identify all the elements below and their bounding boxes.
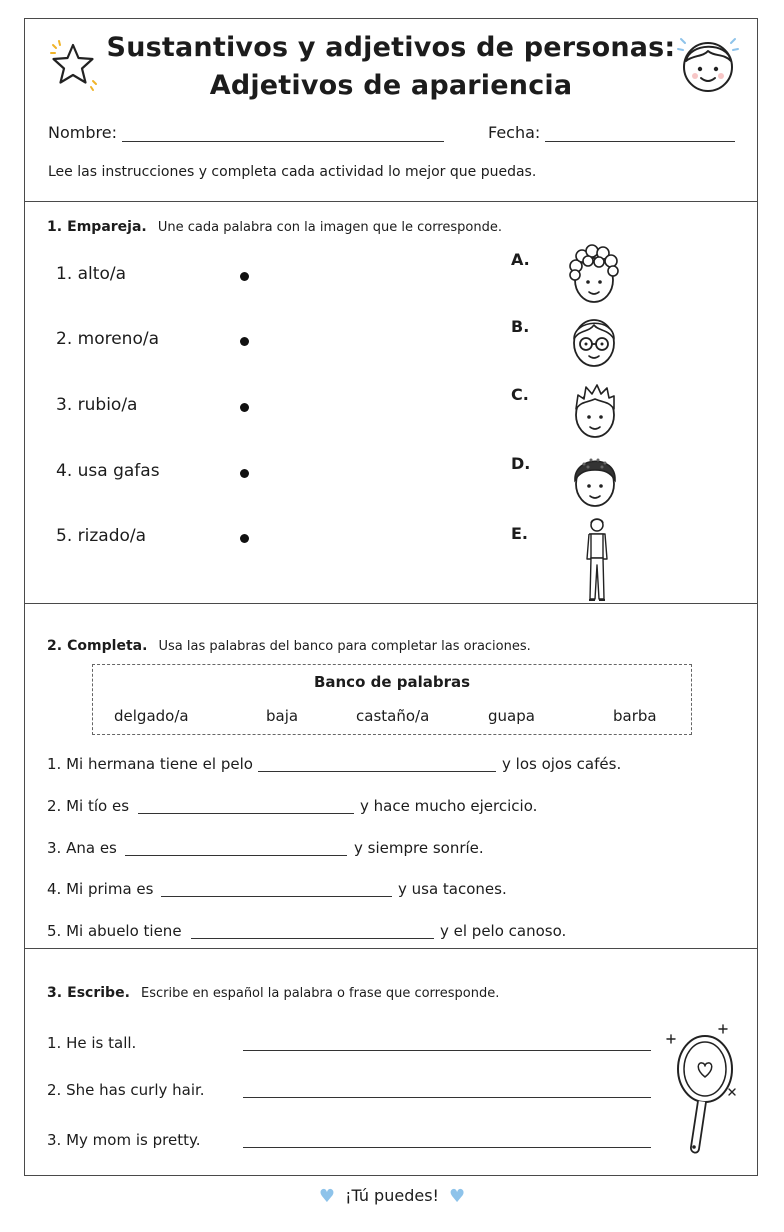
- option-letter: C.: [511, 385, 529, 404]
- section-2-number: 2.: [47, 638, 63, 654]
- smiling-face-icon: [675, 31, 741, 99]
- sentence-1: 1. Mi hermana tiene el pelo: [47, 755, 253, 773]
- match-dot[interactable]: [240, 272, 249, 281]
- option-letter: E.: [511, 524, 529, 543]
- bank-word: delgado/a: [114, 707, 189, 725]
- sentence-4-blank[interactable]: [161, 896, 392, 897]
- glasses-face-icon[interactable]: [562, 309, 626, 373]
- match-word: 1. alto/a: [56, 264, 126, 284]
- bank-word: baja: [266, 707, 299, 725]
- dark-hair-face-icon[interactable]: [564, 448, 626, 512]
- general-instructions: Lee las instrucciones y completa cada actividad lo mejor que puedas.: [48, 164, 537, 180]
- write-item-3-line[interactable]: [243, 1147, 651, 1148]
- option-letter: D.: [511, 454, 531, 473]
- sentence-4: 4. Mi prima es: [47, 880, 154, 898]
- sentence-1-blank[interactable]: [258, 771, 496, 772]
- sentence-5: 5. Mi abuelo tiene: [47, 922, 182, 940]
- name-label: Nombre:: [48, 123, 117, 142]
- sentence-1-end: y los ojos cafés.: [502, 755, 622, 773]
- sentence-5-blank[interactable]: [191, 938, 434, 939]
- worksheet: [24, 18, 758, 1176]
- sentence-2-end: y hace mucho ejercicio.: [360, 797, 538, 815]
- section-1-title: [47, 216, 502, 235]
- sentence-5-end: y el pelo canoso.: [440, 922, 567, 940]
- write-item-2: 2. She has curly hair.: [47, 1081, 205, 1099]
- bank-word: castaño/a: [356, 707, 430, 725]
- section-2-instruction: Usa las palabras del banco para completar las oraciones.: [158, 639, 531, 654]
- page-title-line1: Sustantivos y adjetivos de personas:: [106, 32, 676, 63]
- section-2-title: [47, 635, 531, 654]
- match-word: 2. moreno/a: [56, 329, 159, 349]
- section-3-title: [47, 982, 499, 1001]
- section-1-instruction: Une cada palabra con la imagen que le corresponde.: [157, 220, 502, 235]
- match-dot[interactable]: [240, 403, 249, 412]
- section-write: [25, 949, 757, 1175]
- match-dot[interactable]: [240, 469, 249, 478]
- section-3-heading: Escribe.: [67, 985, 130, 1001]
- bank-word: guapa: [488, 707, 535, 725]
- section-1-heading: Empareja.: [67, 219, 147, 235]
- heart-icon: ♥: [448, 1186, 466, 1207]
- sentence-3-blank[interactable]: [125, 855, 347, 856]
- date-field[interactable]: [545, 141, 735, 142]
- worksheet-header: [25, 19, 757, 202]
- section-3-instruction: Escribe en español la palabra o frase que corresponde.: [140, 986, 500, 1001]
- hand-mirror-icon: [665, 1021, 743, 1161]
- match-word: 3. rubio/a: [56, 395, 138, 415]
- section-1-number: 1.: [47, 219, 63, 235]
- section-2-heading: Completa.: [67, 638, 148, 654]
- date-label: Fecha:: [488, 123, 541, 142]
- sentence-3-end: y siempre sonríe.: [354, 839, 484, 857]
- page-title-line2: Adjetivos de apariencia: [209, 70, 573, 101]
- sentence-4-end: y usa tacones.: [398, 880, 507, 898]
- name-field[interactable]: [122, 141, 444, 142]
- option-letter: B.: [511, 317, 530, 336]
- option-letter: A.: [511, 250, 530, 269]
- write-item-2-line[interactable]: [243, 1097, 651, 1098]
- section-3-number: 3.: [47, 985, 63, 1001]
- match-dot[interactable]: [240, 337, 249, 346]
- curly-hair-face-icon[interactable]: [562, 242, 626, 308]
- write-item-3: 3. My mom is pretty.: [47, 1131, 201, 1149]
- heart-icon: ♥: [318, 1186, 336, 1207]
- short-hair-face-icon[interactable]: [564, 379, 626, 443]
- section-match: [25, 202, 757, 604]
- write-item-1-line[interactable]: [243, 1050, 651, 1051]
- footer: [0, 1186, 784, 1207]
- write-item-1: 1. He is tall.: [47, 1034, 137, 1052]
- tall-person-icon[interactable]: [581, 517, 613, 605]
- word-bank: [92, 664, 692, 735]
- match-word: 5. rizado/a: [56, 526, 147, 546]
- match-word: 4. usa gafas: [56, 461, 160, 481]
- sentence-3: 3. Ana es: [47, 839, 117, 857]
- sentence-2: 2. Mi tío es: [47, 797, 130, 815]
- section-complete: [25, 604, 757, 949]
- bank-word: barba: [613, 707, 657, 725]
- word-bank-title: Banco de palabras: [313, 673, 471, 691]
- match-dot[interactable]: [240, 534, 249, 543]
- sentence-2-blank[interactable]: [138, 813, 354, 814]
- footer-text: ¡Tú puedes!: [345, 1186, 439, 1205]
